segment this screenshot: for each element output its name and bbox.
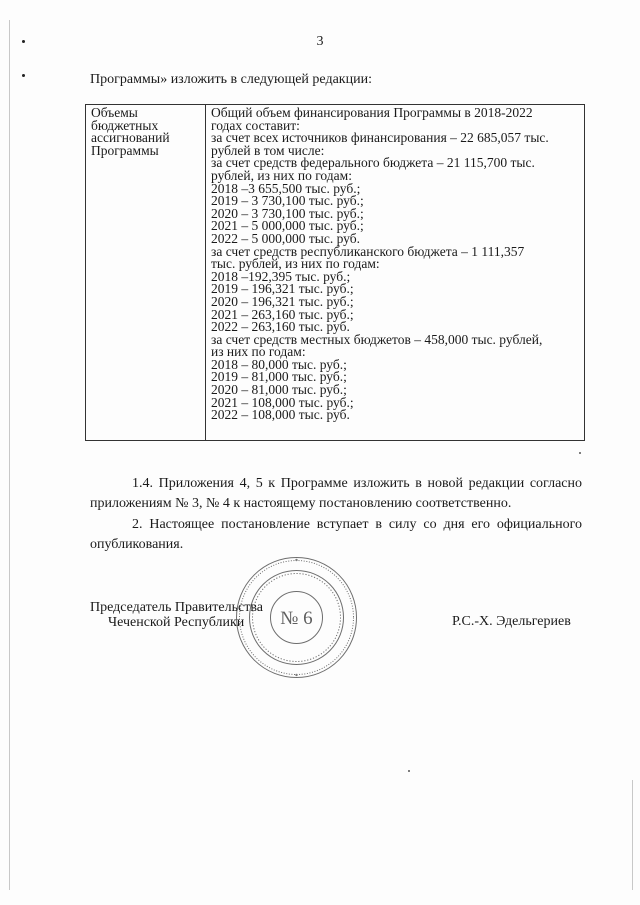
- right-cell-line: 2020 – 3 730,100 тыс. руб.;: [211, 205, 364, 221]
- right-cell-line: 2020 – 196,321 тыс. руб.;: [211, 293, 354, 309]
- page-number: 3: [316, 34, 324, 49]
- right-cell-line: годах составит:: [211, 117, 300, 133]
- table-column-divider: [205, 105, 206, 440]
- right-cell-line: рублей, из них по годам:: [211, 167, 352, 183]
- right-cell-line: 2020 – 81,000 тыс. руб.;: [211, 382, 347, 398]
- seal-number: № 6: [280, 608, 313, 629]
- signer-title-line: Председатель Правительства: [90, 600, 263, 615]
- left-cell-line: Объемы: [91, 105, 138, 120]
- table-left-cell: [91, 107, 170, 157]
- paragraph-appendices: 1.4. Приложения 4, 5 к Программе изложить в новой редакции согласно приложениям № 3, № 4 к настоящему постановлению соответственно.: [90, 476, 582, 511]
- right-cell-line: за счет всех источников финансирования – 22 685,057 тыс.: [211, 130, 549, 146]
- right-cell-line: за счет средств республиканского бюджета – 1 111,357: [211, 243, 525, 259]
- left-cell-line: Программы: [91, 142, 159, 158]
- left-cell-line: бюджетных: [91, 117, 159, 133]
- right-cell-line: Общий объем финансирования Программы в 2018-2022: [211, 105, 533, 120]
- right-cell-line: 2021 – 5 000,000 тыс. руб.;: [211, 218, 364, 234]
- signer-title-line: Чеченской Республики: [108, 615, 245, 630]
- right-cell-line: 2018 –3 655,500 тыс. руб.;: [211, 180, 361, 196]
- right-cell-line: 2018 – 80,000 тыс. руб.;: [211, 356, 347, 372]
- intro-text: Программы» изложить в следующей редакции:: [90, 72, 372, 87]
- right-cell-line: 2019 – 196,321 тыс. руб.;: [211, 281, 354, 297]
- right-cell-line: за счет средств федерального бюджета – 21 115,700 тыс.: [211, 155, 535, 171]
- right-cell-line: из них по годам:: [211, 344, 306, 360]
- paragraph-effective-date: 2. Настоящее постановление вступает в силу со дня его официального опубликования.: [90, 517, 582, 552]
- right-cell-line: тыс. рублей, из них по годам:: [211, 256, 380, 272]
- right-cell-line: 2019 – 81,000 тыс. руб.;: [211, 369, 347, 385]
- signer-name: Р.С.-Х. Эдельгериев: [452, 614, 571, 629]
- right-cell-line: 2022 – 108,000 тыс. руб.: [211, 407, 350, 423]
- funding-table: [85, 104, 585, 441]
- right-cell-line: за счет средств местных бюджетов – 458,000 тыс. рублей,: [211, 331, 543, 347]
- right-cell-line: 2022 – 5 000,000 тыс. руб.: [211, 230, 360, 246]
- right-cell-line: 2018 –192,395 тыс. руб.;: [211, 268, 351, 284]
- table-right-cell: [211, 107, 583, 422]
- right-cell-line: рублей в том числе:: [211, 142, 325, 158]
- stray-dot: [579, 452, 581, 454]
- right-cell-line: 2019 – 3 730,100 тыс. руб.;: [211, 193, 364, 209]
- right-cell-line: 2022 – 263,160 тыс. руб.: [211, 319, 350, 335]
- right-margin-line: [632, 780, 633, 890]
- margin-dot: [22, 74, 25, 77]
- signer-title: [90, 600, 263, 630]
- left-margin-line: [9, 20, 10, 890]
- right-cell-line: 2021 – 108,000 тыс. руб.;: [211, 394, 354, 410]
- left-cell-line: ассигнований: [91, 130, 170, 146]
- right-cell-line: 2021 – 263,160 тыс. руб.;: [211, 306, 354, 322]
- stray-dot: [408, 770, 410, 772]
